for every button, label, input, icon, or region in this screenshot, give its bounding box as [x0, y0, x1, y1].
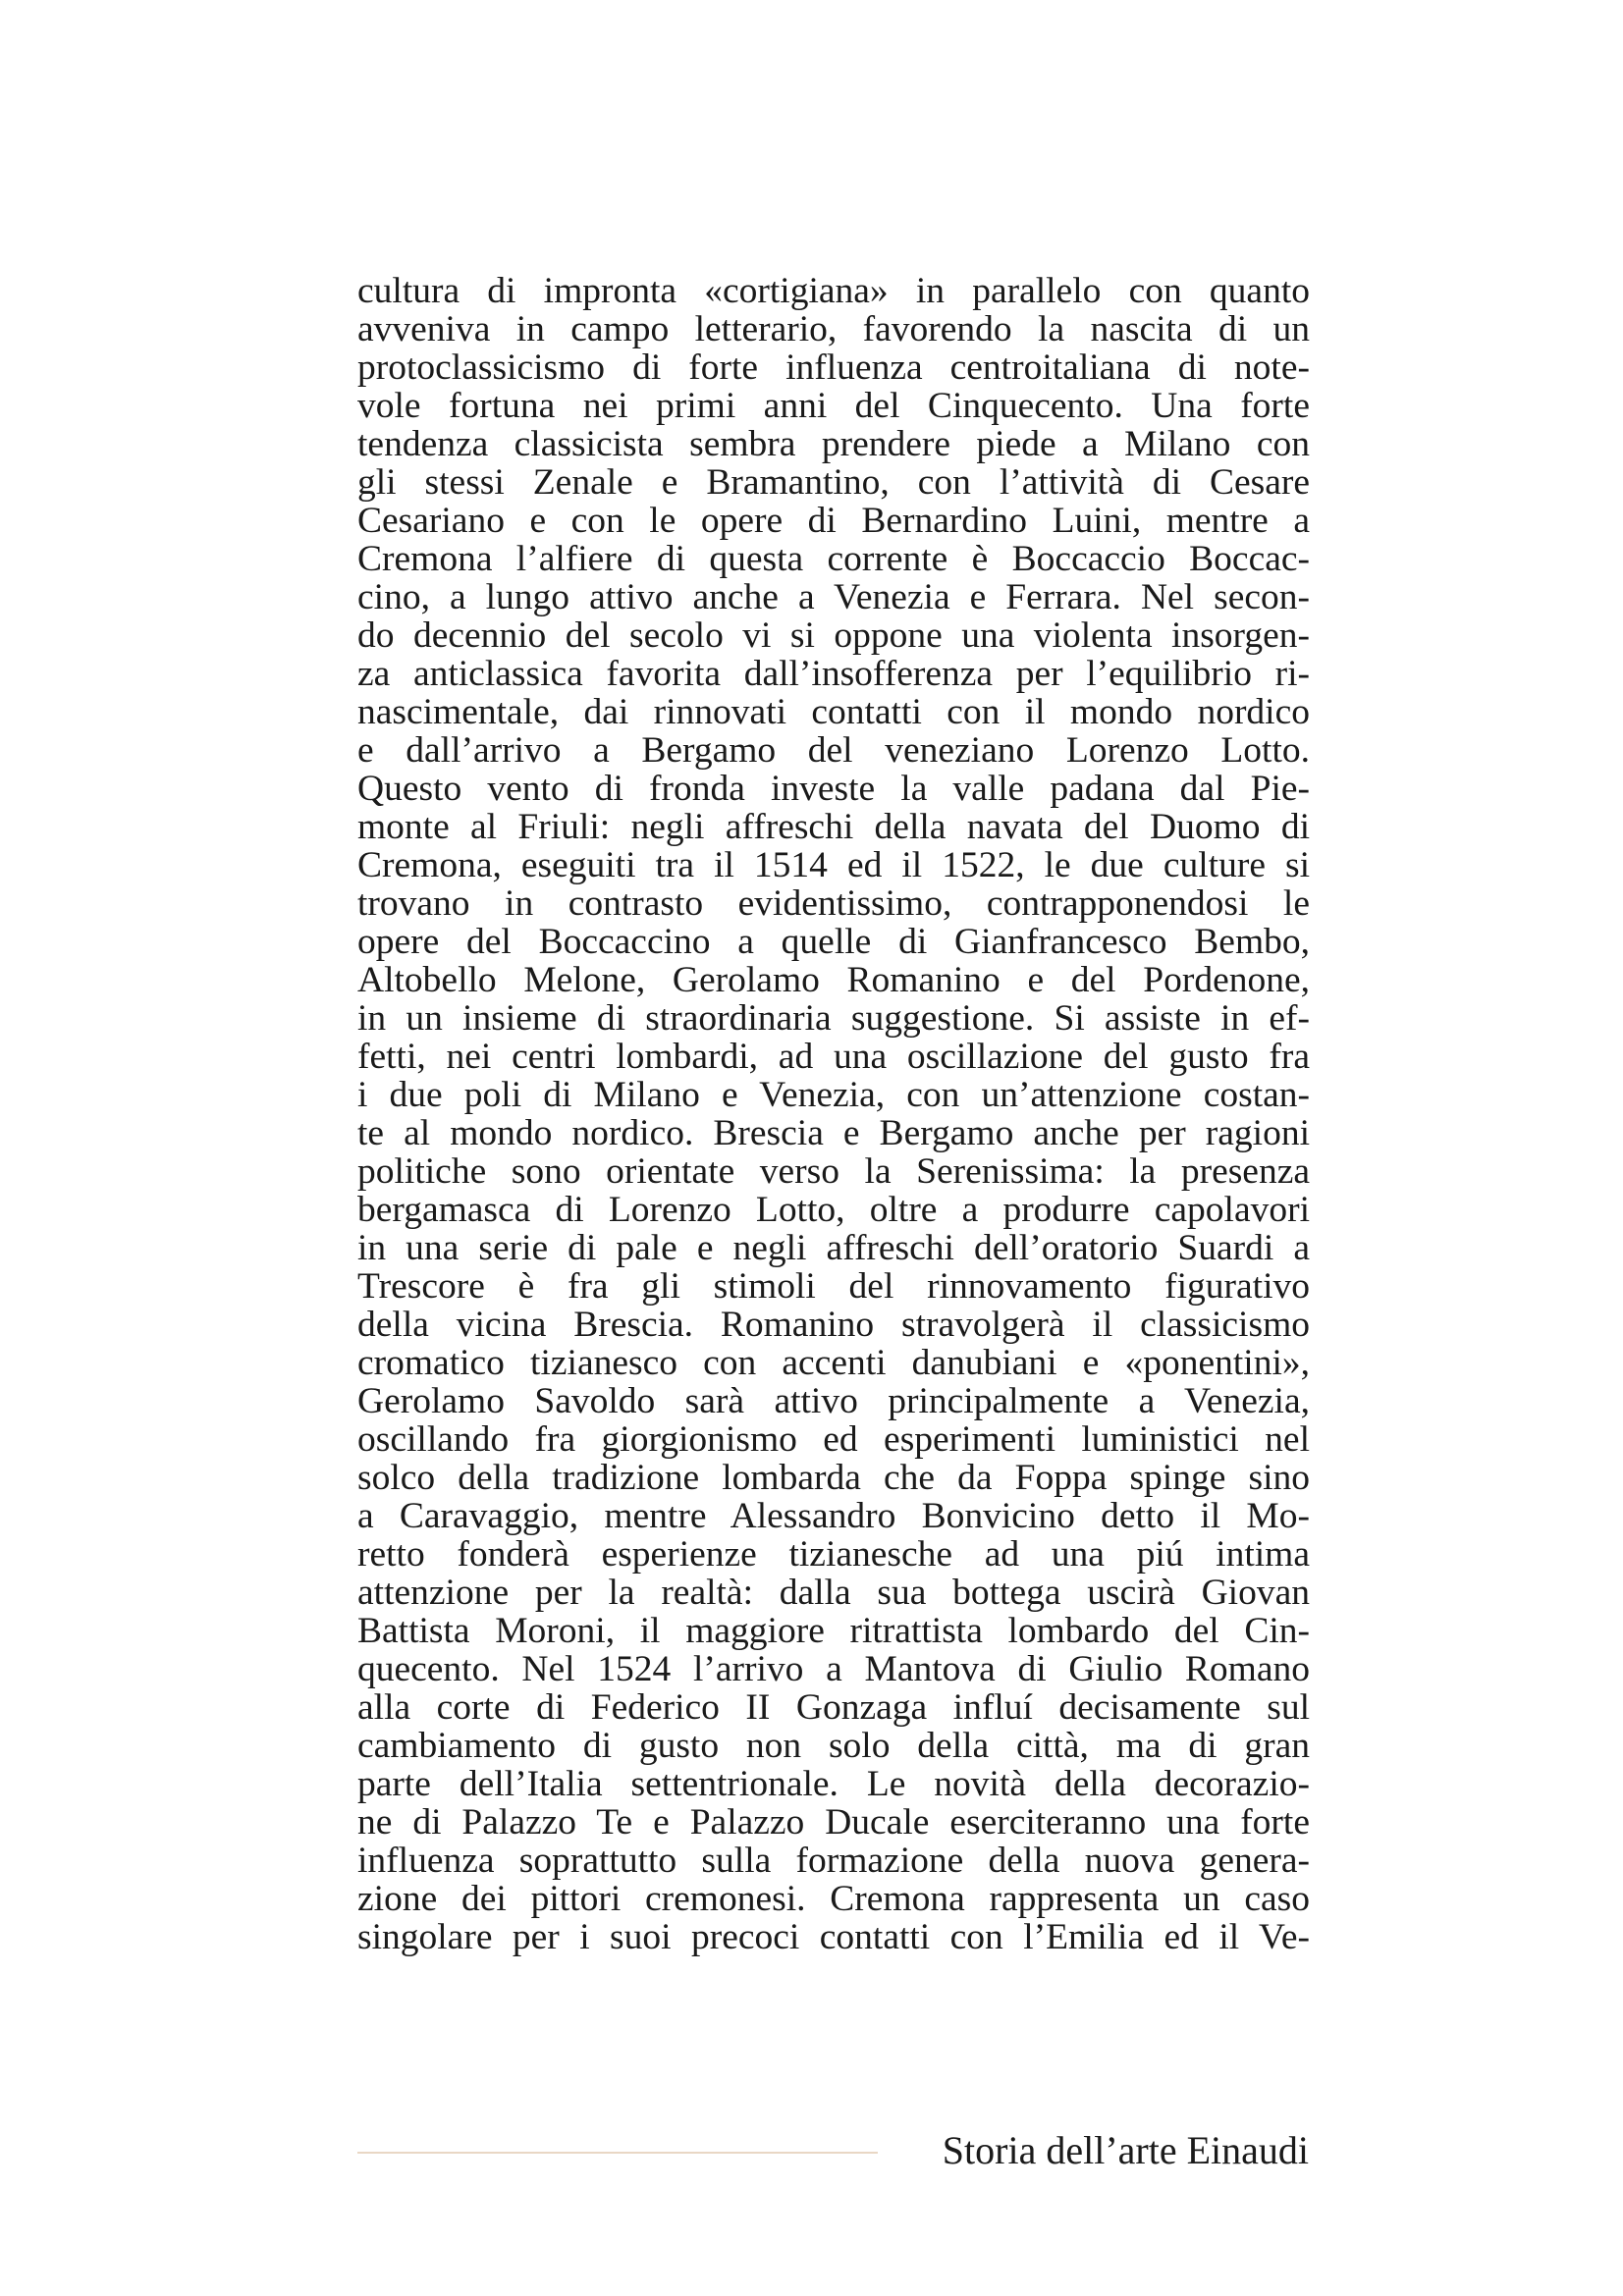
text-line: trovano in contrasto evidentissimo, contrapponendosi le	[357, 883, 1310, 924]
text-line: Altobello Melone, Gerolamo Romanino e del Pordenone,	[357, 960, 1310, 1000]
text-line: monte al Friuli: negli affreschi della navata del Duomo di	[357, 807, 1310, 847]
text-line: quecento. Nel 1524 l’arrivo a Mantova di Giulio Romano	[357, 1649, 1310, 1689]
text-line: bergamasca di Lorenzo Lotto, oltre a produrre capolavori	[357, 1190, 1310, 1230]
text-line: cromatico tizianesco con accenti danubiani e «ponentini»,	[357, 1343, 1310, 1383]
footer-divider	[357, 2152, 878, 2154]
text-line: za anticlassica favorita dall’insofferenza per l’equilibrio ri-	[357, 654, 1310, 694]
text-line: politiche sono orientate verso la Serenissima: la presenza	[357, 1151, 1310, 1192]
text-line: in una serie di pale e negli affreschi dell’oratorio Suardi a	[357, 1228, 1310, 1268]
text-line: zione dei pittori cremonesi. Cremona rappresenta un caso	[357, 1879, 1310, 1919]
text-line: cino, a lungo attivo anche a Venezia e Ferrara. Nel secon-	[357, 577, 1310, 617]
text-line: ne di Palazzo Te e Palazzo Ducale eserciteranno una forte	[357, 1802, 1310, 1842]
text-line: vole fortuna nei primi anni del Cinquecento. Una forte	[357, 386, 1310, 426]
text-line: influenza soprattutto sulla formazione della nuova genera-	[357, 1841, 1310, 1881]
text-line: i due poli di Milano e Venezia, con un’attenzione costan-	[357, 1075, 1310, 1115]
text-line: Trescore è fra gli stimoli del rinnovamento figurativo	[357, 1266, 1310, 1307]
text-line: solco della tradizione lombarda che da Foppa spinge sino	[357, 1458, 1310, 1498]
text-line: cultura di impronta «cortigiana» in parallelo con quanto	[357, 271, 1310, 311]
text-line: cambiamento di gusto non solo della città, ma di gran	[357, 1726, 1310, 1766]
text-line: a Caravaggio, mentre Alessandro Bonvicino detto il Mo-	[357, 1496, 1310, 1536]
text-line: gli stessi Zenale e Bramantino, con l’attività di Cesare	[357, 462, 1310, 503]
text-line: Cremona l’alfiere di questa corrente è Boccaccio Boccac-	[357, 539, 1310, 579]
text-line: fetti, nei centri lombardi, ad una oscillazione del gusto fra	[357, 1037, 1310, 1077]
body-paragraph	[357, 272, 1310, 1956]
text-line: Questo vento di fronda investe la valle padana dal Pie-	[357, 769, 1310, 809]
text-line: Gerolamo Savoldo sarà attivo principalmente a Venezia,	[357, 1381, 1310, 1421]
text-line: do decennio del secolo vi si oppone una violenta insorgen-	[357, 615, 1310, 656]
text-line: e dall’arrivo a Bergamo del veneziano Lorenzo Lotto.	[357, 730, 1310, 771]
footer-publication-title: Storia dell’arte Einaudi	[942, 2128, 1309, 2172]
text-line: opere del Boccaccino a quelle di Gianfrancesco Bembo,	[357, 922, 1310, 962]
text-line: nascimentale, dai rinnovati contatti con il mondo nordico	[357, 692, 1310, 732]
text-line: singolare per i suoi precoci contatti con l’Emilia ed il Ve-	[357, 1917, 1310, 1957]
text-line: Battista Moroni, il maggiore ritrattista lombardo del Cin-	[357, 1611, 1310, 1651]
text-line: retto fonderà esperienze tizianesche ad una piú intima	[357, 1534, 1310, 1575]
text-line: te al mondo nordico. Brescia e Bergamo anche per ragioni	[357, 1113, 1310, 1153]
text-line: avveniva in campo letterario, favorendo la nascita di un	[357, 309, 1310, 349]
text-line: in un insieme di straordinaria suggestione. Si assiste in ef-	[357, 998, 1310, 1039]
text-line: protoclassicismo di forte influenza centroitaliana di note-	[357, 347, 1310, 388]
text-line: alla corte di Federico II Gonzaga influí decisamente sul	[357, 1687, 1310, 1728]
text-line: parte dell’Italia settentrionale. Le novità della decorazio-	[357, 1764, 1310, 1804]
text-line: Cesariano e con le opere di Bernardino Luini, mentre a	[357, 501, 1310, 541]
text-line: tendenza classicista sembra prendere piede a Milano con	[357, 424, 1310, 464]
text-line: Cremona, eseguiti tra il 1514 ed il 1522, le due culture si	[357, 845, 1310, 885]
text-line: oscillando fra giorgionismo ed esperimenti luministici nel	[357, 1419, 1310, 1460]
text-line: della vicina Brescia. Romanino stravolgerà il classicismo	[357, 1305, 1310, 1345]
text-line: attenzione per la realtà: dalla sua bottega uscirà Giovan	[357, 1573, 1310, 1613]
